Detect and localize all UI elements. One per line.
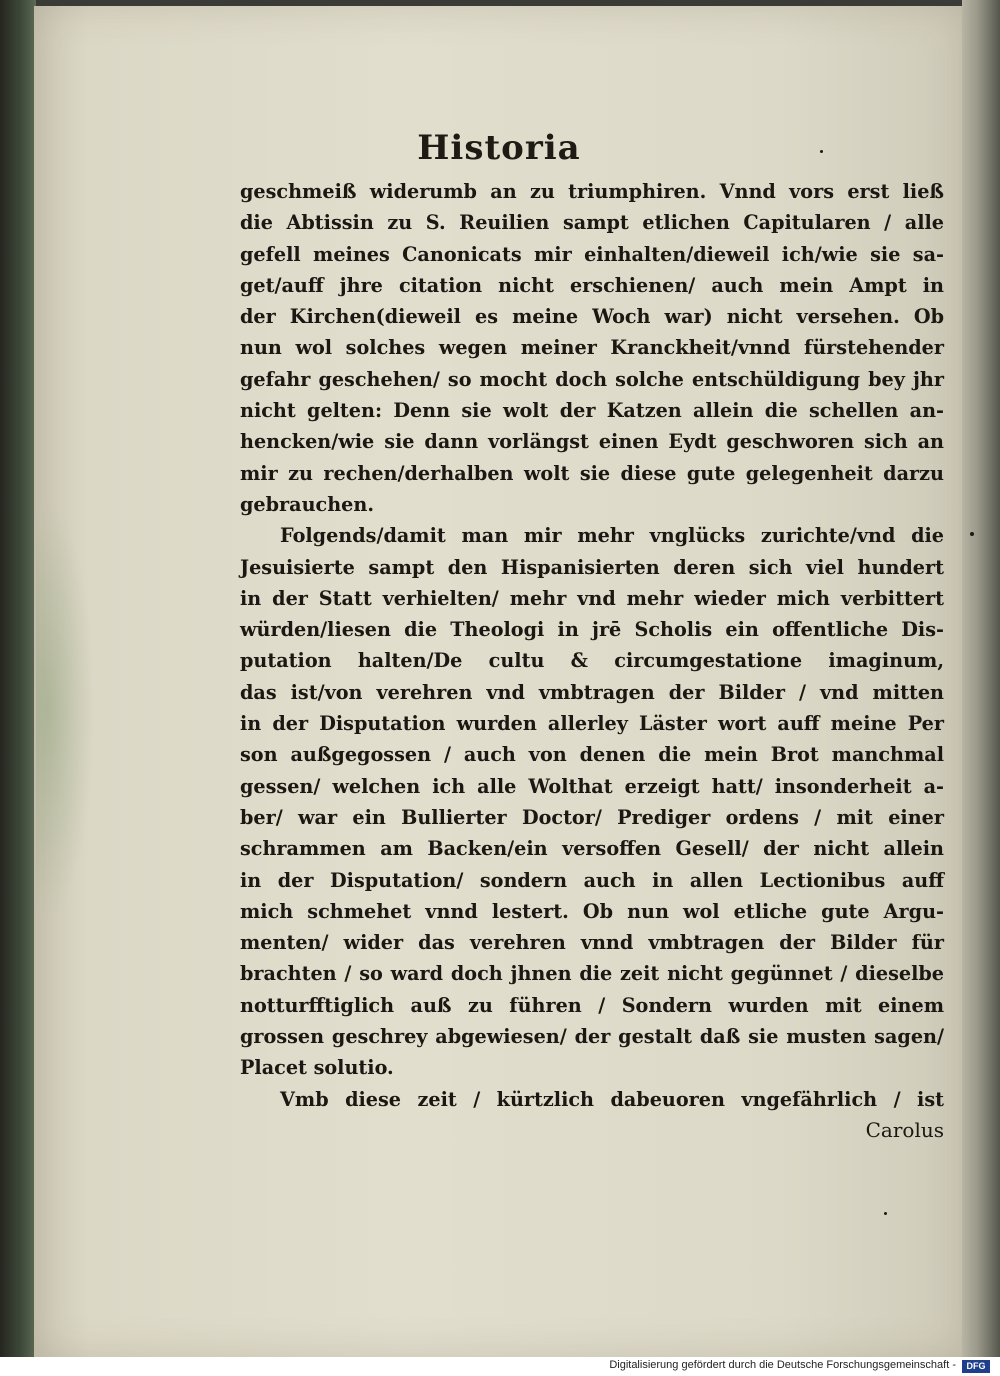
text-line: der Kirchen(dieweil es meine Woch war) nicht versehen. Ob	[240, 305, 944, 329]
text-line: Jesuisierte sampt den Hispanisierten deren sich viel hundert	[240, 555, 944, 579]
text-line: das ist/von verehren vnd vmbtragen der Bilder / vnd mitten	[240, 680, 944, 704]
text-line: gefell meines Canonicats mir einhalten/dieweil ich/wie sie sa-	[240, 242, 944, 266]
text-line: notturfftiglich auß zu führen / Sondern wurden mit einem	[240, 993, 944, 1017]
ink-speck	[884, 1212, 887, 1215]
text-block	[240, 176, 944, 1146]
text-line: gebrauchen.	[240, 492, 375, 516]
text-line: die Abtissin zu S. Reuilien sampt etlichen Capitularen / alle	[240, 211, 944, 235]
book-gutter	[0, 0, 36, 1357]
text-line: menten/ wider das verehren vnnd vmbtragen der Bilder für	[240, 931, 944, 955]
catchword: Carolus	[865, 1117, 944, 1142]
text-line: gefahr geschehen/ so mocht doch solche entschüldigung bey jhr	[240, 367, 944, 391]
text-line: in der Disputation wurden allerley Läster wort auff meine Per	[240, 712, 944, 736]
text-line: grossen geschrey abgewiesen/ der gestalt daß sie musten sagen/	[240, 1025, 944, 1049]
book-page	[34, 6, 964, 1357]
text-line: mich schmehet vnnd lestert. Ob nun wol etliche gute Argu-	[240, 899, 944, 923]
text-line: Folgends/damit man mir mehr vnglücks zurichte/vnd die	[280, 524, 944, 548]
text-line: nun wol solches wegen meiner Kranckheit/vnnd fürstehender	[240, 336, 944, 360]
text-line: mir zu rechen/derhalben wolt sie diese gute gelegenheit darzu	[240, 461, 944, 485]
footer-credit: Digitalisierung gefördert durch die Deutsche Forschungsgemeinschaft -	[609, 1359, 956, 1371]
text-line: hencken/wie sie dann vorlängst einen Eydt geschworen sich an	[240, 430, 944, 454]
text-line: son außgegossen / auch von denen die mein Brot manchmal	[240, 743, 944, 767]
text-line: in der Disputation/ sondern auch in allen Lectionibus auff	[240, 868, 944, 892]
text-line: würden/liesen die Theologi in jrē Scholis ein offentliche Dis-	[240, 618, 944, 642]
footer-bar	[0, 1357, 1000, 1376]
text-line: brachten / so ward doch jhnen die zeit nicht gegünnet / dieselbe	[240, 962, 944, 986]
running-head: Historia	[417, 128, 581, 168]
text-line: Vmb diese zeit / kürtzlich dabeuoren vngefährlich / ist	[280, 1087, 944, 1111]
text-line: get/auff jhre citation nicht erschienen/ auch mein Ampt in	[240, 273, 944, 297]
text-line: gessen/ welchen ich alle Wolthat erzeigt hatt/ insonderheit a-	[240, 774, 944, 798]
text-line: Placet solutio.	[240, 1056, 394, 1080]
ink-speck	[820, 150, 823, 153]
text-line: putation halten/De cultu & circumgestatione imaginum,	[240, 649, 944, 673]
text-line: geschmeiß widerumb an zu triumphiren. Vnnd vors erst ließ	[240, 180, 944, 203]
text-line: nicht gelten: Denn sie wolt der Katzen allein die schellen an-	[240, 399, 944, 423]
page-stain	[36, 500, 96, 920]
dfg-logo: DFG	[962, 1360, 990, 1373]
ink-speck	[970, 532, 974, 536]
text-line: ber/ war ein Bullierter Doctor/ Prediger ordens / mit einer	[240, 805, 944, 829]
text-line: in der Statt verhielten/ mehr vnd mehr wieder mich verbittert	[240, 586, 944, 610]
page-edge	[962, 0, 1000, 1357]
text-line: schrammen am Backen/ein versoffen Gesell/ der nicht allein	[240, 837, 944, 861]
